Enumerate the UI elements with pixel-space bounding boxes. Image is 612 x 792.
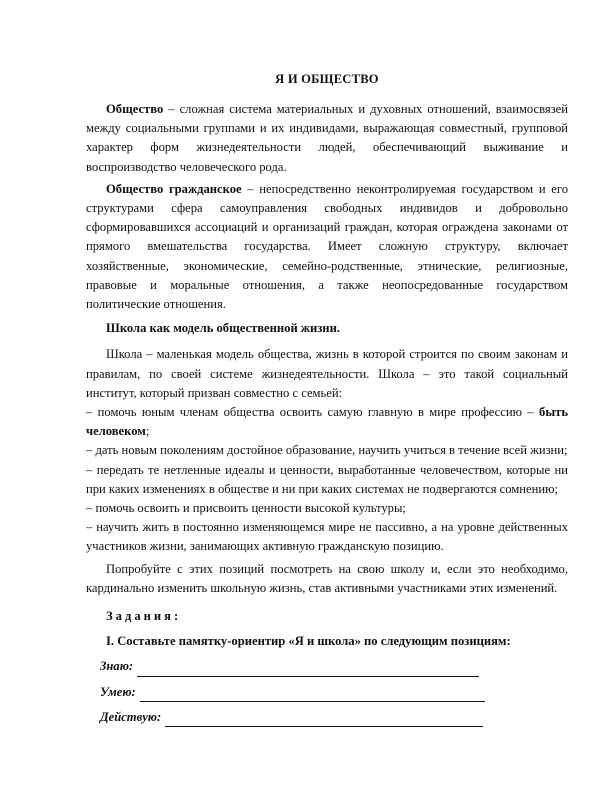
list-item: – помочь освоить и присвоить ценности высокой культуры;: [86, 501, 406, 516]
list-item: – дать новым поколениям достойное образование, научить учиться в течение всей жизни;: [86, 443, 568, 458]
fill-in-line-know: [100, 657, 568, 676]
fill-in-label: Действую:: [100, 709, 162, 724]
tasks-heading: Задания:: [106, 609, 182, 624]
fill-in-line-act: [100, 708, 568, 727]
fill-in-label: Знаю:: [100, 659, 134, 674]
page-title: Я И ОБЩЕСТВО: [275, 72, 379, 86]
paragraph-civil-society: [86, 180, 568, 314]
list-item-emphasis: быть человеком: [86, 405, 568, 439]
term-society: Общество: [106, 102, 164, 116]
list-item: – научить жить в постоянно изменяющемся мире не пассивно, а на уровне действенных участников жизни, занимающих активную гражданскую позицию.: [86, 520, 568, 554]
section-subheading: Школа как модель общественной жизни.: [106, 321, 340, 336]
term-civil-society: Общество гражданское: [106, 181, 242, 196]
list-item: – помочь юным членам общества освоить самую главную в мире профессию – быть человеком;: [86, 405, 568, 439]
task-1: I. Составьте памятку-ориентир «Я и школа» по следующим позициям:: [106, 634, 511, 649]
answer-line-know[interactable]: [137, 662, 479, 677]
list-item: – передать те нетленные идеалы и ценности, выработанные человечеством, которые ни при каких изменениях в обществе и ни при каких системах не подвергаются сомнению;: [86, 462, 568, 496]
paragraph-school: Школа – маленькая модель общества, жизнь в которой строится по своим законам и правилам, по своей системе жизнедеятельности. Школа – это такой социальный институт, который призван совместно с семьей:: [86, 347, 568, 400]
definition-civil-society: – непосредственно неконтролируемая государством и его структурами сфера самоуправления свободных индивидов и добровольно сформировавшихся ассоциаций и организаций граждан, которая ограждена законами от прямого вмешательства государства. Имеет сложную структуру, включает хозяйственные, экономические, семейно-родственные, этнические, религиозные, правовые и моральные отношения, а также неопосредованные государством политические отношения.: [86, 181, 568, 312]
definition-society: – сложная система материальных и духовных отношений, взаимосвязей между социальными группами и их индивидами, выражающая совместный, групповой характер форм жизнедеятельности людей, обеспечивающий выживание и воспроизводство человеческого рода.: [86, 102, 568, 174]
fill-in-label: Умею:: [100, 684, 136, 699]
paragraph-try: Попробуйте с этих позиций посмотреть на свою школу и, если это необходимо, кардинально изменить школьную жизнь, став активными участниками этих изменений.: [86, 561, 568, 595]
fill-in-line-can: [100, 683, 568, 702]
answer-line-can[interactable]: [140, 687, 485, 702]
answer-line-act[interactable]: [165, 712, 483, 727]
paragraph-society: [86, 100, 568, 177]
